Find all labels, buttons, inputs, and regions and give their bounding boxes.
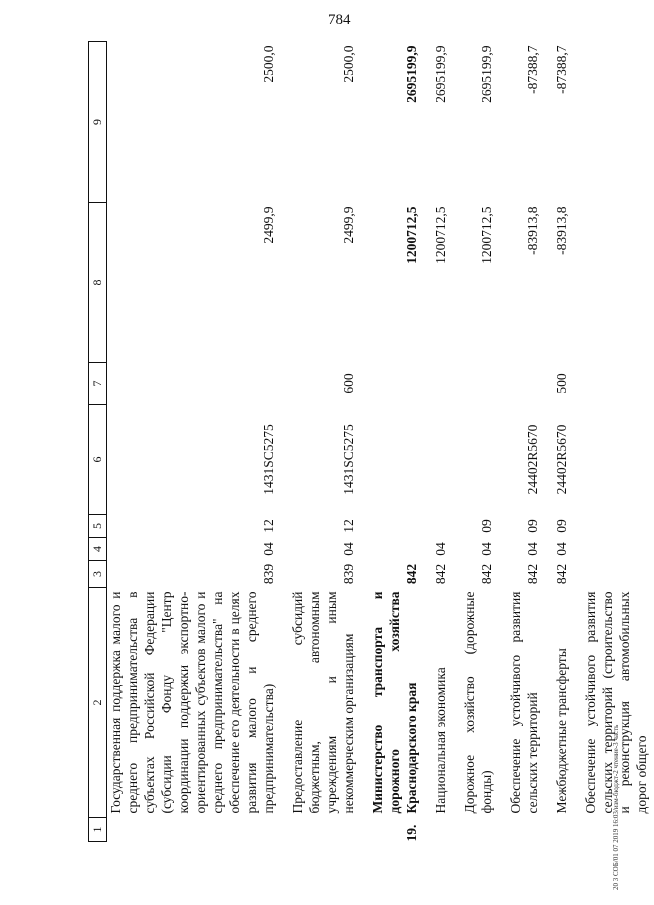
row-name: Национальная экономика [433,667,448,814]
cell-section [361,538,424,561]
cell-section: 04 [479,542,494,556]
rotated-table-sheet [88,2,649,842]
cell-expense-type [574,363,654,405]
cell-expense-type [424,363,453,405]
cell-subsection: 09 [479,519,494,533]
column-header: 5 [89,515,107,538]
cell-ministry-code [574,561,654,588]
cell-amount-col8 [574,203,654,363]
print-footer-note: 20 3 СОБ/01 07 2019 16:03/изм-бюджт-2 чтение-3 часть [612,724,620,890]
cell-expense-type [107,363,282,405]
column-header: 3 [89,561,107,588]
cell-target-article: 1431SC5275 [261,424,276,495]
cell-amount-col9: 2695199,9 [404,45,419,103]
cell-section: 04 [554,542,569,556]
table-row-ministry [361,42,424,842]
table-row [453,42,499,842]
cell-expense-type [453,363,499,405]
cell-amount-col9: -87388,7 [525,45,540,94]
cell-section: 04 [525,542,540,556]
row-name: Обеспечение устойчивого развития сельских территорий [508,591,540,814]
column-header: 8 [89,203,107,363]
column-header: 4 [89,538,107,561]
column-header: 9 [89,42,107,203]
row-name: Межбюджетные трансферты [554,648,569,814]
column-header: 7 [89,363,107,405]
cell-target-article: 24402R5670 [525,424,540,495]
table-header-row [89,42,107,842]
cell-ministry-code: 842 [404,563,419,585]
row-name: Обеспечение устойчивого развития сельских территорий (строительство и реконструкция автомобильных дорог общего [583,591,649,814]
row-number [499,818,545,842]
cell-amount-col8: 1200712,5 [479,206,494,264]
cell-expense-type [499,363,545,405]
budget-table [88,41,654,842]
cell-ministry-code: 842 [554,563,569,585]
cell-subsection [361,515,424,538]
cell-ministry-code: 842 [525,563,540,585]
cell-section: 04 [341,542,356,556]
row-number [281,818,361,842]
cell-expense-type [361,363,424,405]
cell-subsection [574,515,654,538]
column-header: 1 [89,818,107,842]
column-header: 2 [89,588,107,818]
table-row [545,42,574,842]
cell-amount-col9: 2695199,9 [433,45,448,103]
table-row [574,42,654,842]
table-row [107,42,282,842]
cell-amount-col8: 1200712,5 [433,206,448,264]
table-row [499,42,545,842]
cell-section: 04 [433,542,448,556]
page-number: 784 [328,12,351,28]
cell-amount-col9: 2695199,9 [479,45,494,103]
cell-target-article [574,405,654,515]
row-name: Государственная поддержка малого и среднего предпринимательства в субъектах Российской Федерации (субсидии Фонду "Центр координации поддержки экспортно-ориентированных субъектов малого и среднего предпринимательства" на обеспечение его деятельности в целях развития малого и среднего предпринимательства) [108,591,276,814]
cell-expense-type: 600 [341,373,356,394]
row-number [574,818,654,842]
row-name: Предоставление субсидий бюджетным, автономным учреждениям и иным некоммерческим организациям [290,591,356,814]
cell-target-article [453,405,499,515]
table-row [281,42,361,842]
column-header: 6 [89,405,107,515]
cell-target-article: 1431SC5275 [341,424,356,495]
row-number [453,818,499,842]
table-row [424,42,453,842]
cell-expense-type: 500 [554,373,569,394]
cell-subsection: 09 [554,519,569,533]
cell-subsection: 12 [261,519,276,533]
cell-subsection: 12 [341,519,356,533]
cell-amount-col8: 2499,9 [341,206,356,244]
cell-target-article [424,405,453,515]
row-number [545,818,574,842]
cell-amount-col8: -83913,8 [554,206,569,255]
cell-target-article [361,405,424,515]
cell-amount-col8: -83913,8 [525,206,540,255]
cell-ministry-code: 839 [341,563,356,585]
cell-ministry-code: 839 [261,563,276,585]
row-name: Министерство транспорта и дорожного хозяйства Краснодарского края [370,591,419,814]
cell-section: 04 [261,542,276,556]
row-number [424,818,453,842]
cell-ministry-code: 842 [479,563,494,585]
cell-target-article: 24402R5670 [554,424,569,495]
row-number: 19. [404,824,419,842]
cell-subsection [424,515,453,538]
cell-amount-col9: -87388,7 [554,45,569,94]
cell-amount-col9 [574,42,654,203]
cell-section [574,538,654,561]
cell-amount-col9: 2500,0 [261,45,276,83]
cell-amount-col8: 2499,9 [261,206,276,244]
cell-ministry-code: 842 [433,563,448,585]
cell-amount-col8: 1200712,5 [404,206,419,264]
cell-amount-col9: 2500,0 [341,45,356,83]
row-number [107,818,282,842]
row-name: Дорожное хозяйство (дорожные фонды) [462,591,494,814]
cell-subsection: 09 [525,519,540,533]
